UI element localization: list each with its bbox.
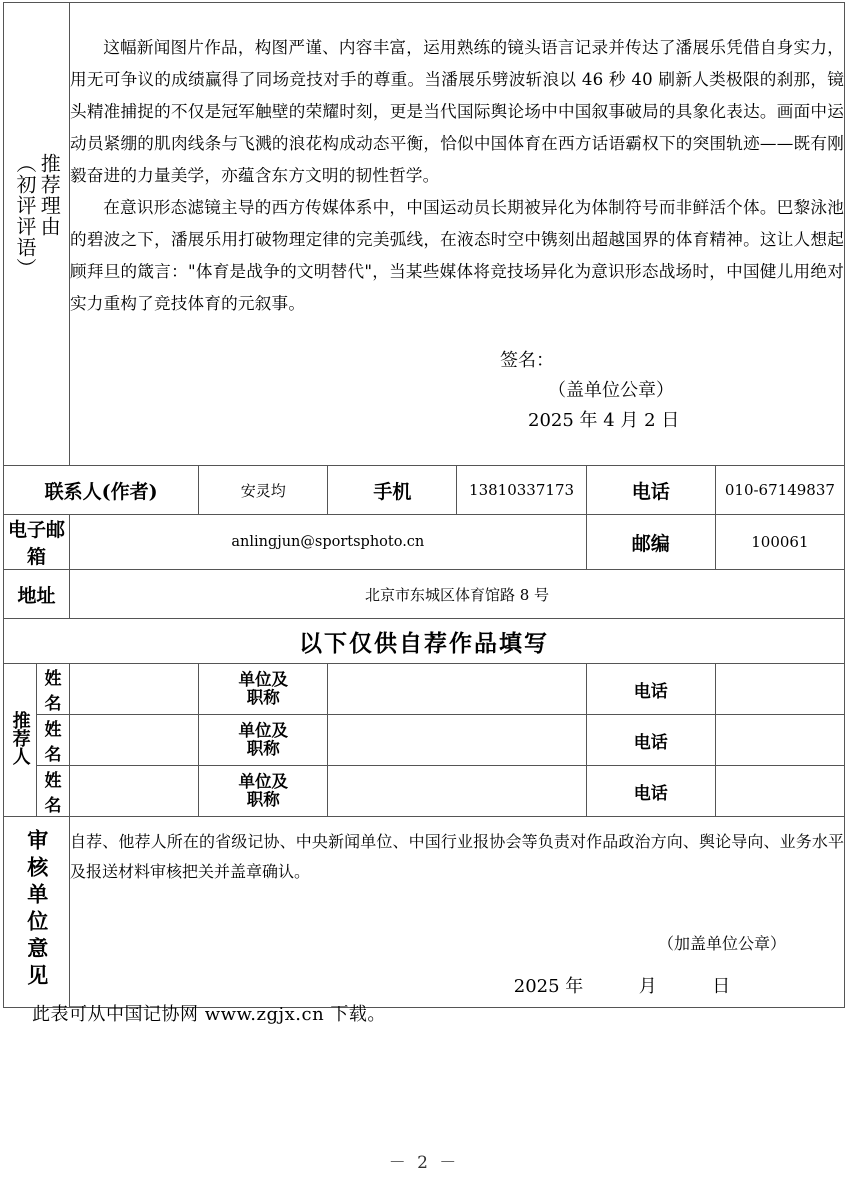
audit-text: 自荐、他荐人所在的省级记协、中央新闻单位、中国行业报协会等负责对作品政治方向、舆论导向、业务水平及报送材料审核把关并盖章确认。: [70, 831, 844, 881]
mobile-value[interactable]: 13810337173: [457, 466, 586, 515]
recommender-3-org-title-label: [199, 766, 328, 817]
audit-content-cell[interactable]: [70, 817, 845, 1008]
recommender-3-phone-label: 电话: [586, 766, 715, 817]
mobile-label: 手机: [328, 466, 457, 515]
contact-person-value[interactable]: 安灵均: [199, 466, 328, 515]
audit-date-year: 2025 年: [513, 975, 584, 997]
audit-date-month: 月: [638, 975, 657, 997]
audit-vertical-label: 审核单位意见: [24, 829, 49, 991]
recommender-2-org-title-value[interactable]: [328, 715, 586, 766]
audit-row: [4, 817, 845, 1008]
recommender-vertical-label: 推荐人: [9, 711, 31, 765]
reason-vertical-label-cell: [4, 3, 70, 466]
email-label: 电子邮箱: [4, 515, 70, 570]
reason-paragraph-2: 在意识形态滤镜主导的西方传媒体系中，中国运动员长期被异化为体制符号而非鲜活个体。巴黎泳池的碧波之下，潘展乐用打破物理定律的完美弧线，在液态时空中镌刻出超越国界的体育精神。这让人想起顾拜旦的箴言："体育是战争的文明替代"，当某些媒体将竞技场异化为意识形态战场时，中国健儿用绝对实力重构了竞技体育的元叙事。: [70, 198, 844, 313]
audit-date-day: 日: [712, 975, 731, 997]
org-title-label-line1: 单位及: [238, 669, 288, 689]
recommender-1-name-value[interactable]: [70, 664, 199, 715]
org-title-label-line1: 单位及: [238, 720, 288, 740]
reason-content-cell[interactable]: [70, 3, 845, 466]
signature-block: [70, 346, 844, 436]
recommender-1-name-label: 姓名: [37, 664, 70, 715]
recommender-vertical-label-cell: [4, 664, 37, 817]
recommender-1-org-title-label: [199, 664, 328, 715]
contact-person-row: [4, 466, 845, 515]
signature-date: 2025 年 4 月 2 日: [528, 410, 680, 431]
address-row: [4, 570, 845, 619]
recommender-3-org-title-value[interactable]: [328, 766, 586, 817]
recommender-1-phone-label: 电话: [586, 664, 715, 715]
recommender-3-name-value[interactable]: [70, 766, 199, 817]
phone-label: 电话: [586, 466, 715, 515]
recommender-2-name-label: 姓名: [37, 715, 70, 766]
signature-seal-note: （盖单位公章）: [548, 380, 674, 401]
audit-vertical-label-cell: [4, 817, 70, 1008]
address-label: 地址: [4, 570, 70, 619]
email-value[interactable]: anlingjun@sportsphoto.cn: [70, 515, 587, 570]
page-number: － 2 －: [388, 1153, 460, 1173]
recommender-1-phone-value[interactable]: [715, 664, 844, 715]
recommender-3-phone-value[interactable]: [715, 766, 844, 817]
recommendation-form-table: [3, 2, 845, 1008]
address-value[interactable]: 北京市东城区体育馆路 8 号: [70, 570, 845, 619]
recommender-3-name-label: 姓名: [37, 766, 70, 817]
recommender-row-3: [4, 766, 845, 817]
footer-download-note: 此表可从中国记协网 www.zgjx.cn 下载。: [32, 1004, 386, 1025]
reason-body: [70, 32, 844, 436]
recommender-row-1: [4, 664, 845, 715]
self-recommend-banner-row: [4, 619, 845, 664]
recommender-2-phone-value[interactable]: [715, 715, 844, 766]
self-recommend-banner: 以下仅供自荐作品填写: [4, 619, 845, 664]
signature-label: 签名：: [500, 350, 554, 371]
recommender-2-name-value[interactable]: [70, 715, 199, 766]
reason-vertical-label-inner: （初评评语）: [13, 153, 37, 279]
recommender-2-org-title-label: [199, 715, 328, 766]
org-title-label-line2: 职称: [246, 688, 280, 707]
org-title-label-line2: 职称: [246, 790, 280, 809]
reason-vertical-label-outer: 推荐理由: [37, 153, 62, 237]
reason-vertical-label: [4, 3, 69, 465]
phone-value[interactable]: 010-67149837: [715, 466, 844, 515]
email-row: [4, 515, 845, 570]
reason-paragraph-1: 这幅新闻图片作品，构图严谨、内容丰富，运用熟练的镜头语言记录并传达了潘展乐凭借自身实力，用无可争议的成绩赢得了同场竞技对手的尊重。当潘展乐劈波斩浪以 46 秒 40 刷新人类极限的刹那，镜头精准捕捉的不仅是冠军触壁的荣耀时刻，更是当代国际舆论场中中国叙事破局的具象化表达。画面中运动员紧绷的肌肉线条与飞溅的浪花构成动态平衡，恰似中国体育在西方话语霸权下的突围轨迹——既有刚毅奋进的力量美学，亦蕴含东方文明的韧性哲学。: [70, 38, 844, 185]
postcode-value[interactable]: 100061: [715, 515, 844, 570]
postcode-label: 邮编: [586, 515, 715, 570]
reason-row: [4, 3, 845, 466]
audit-date: [70, 972, 844, 998]
recommender-2-phone-label: 电话: [586, 715, 715, 766]
org-title-label-line2: 职称: [246, 739, 280, 758]
audit-seal-note: （加盖单位公章）: [657, 933, 786, 953]
recommender-1-org-title-value[interactable]: [328, 664, 586, 715]
recommender-row-2: [4, 715, 845, 766]
org-title-label-line1: 单位及: [238, 771, 288, 791]
contact-person-label: 联系人(作者): [4, 466, 199, 515]
